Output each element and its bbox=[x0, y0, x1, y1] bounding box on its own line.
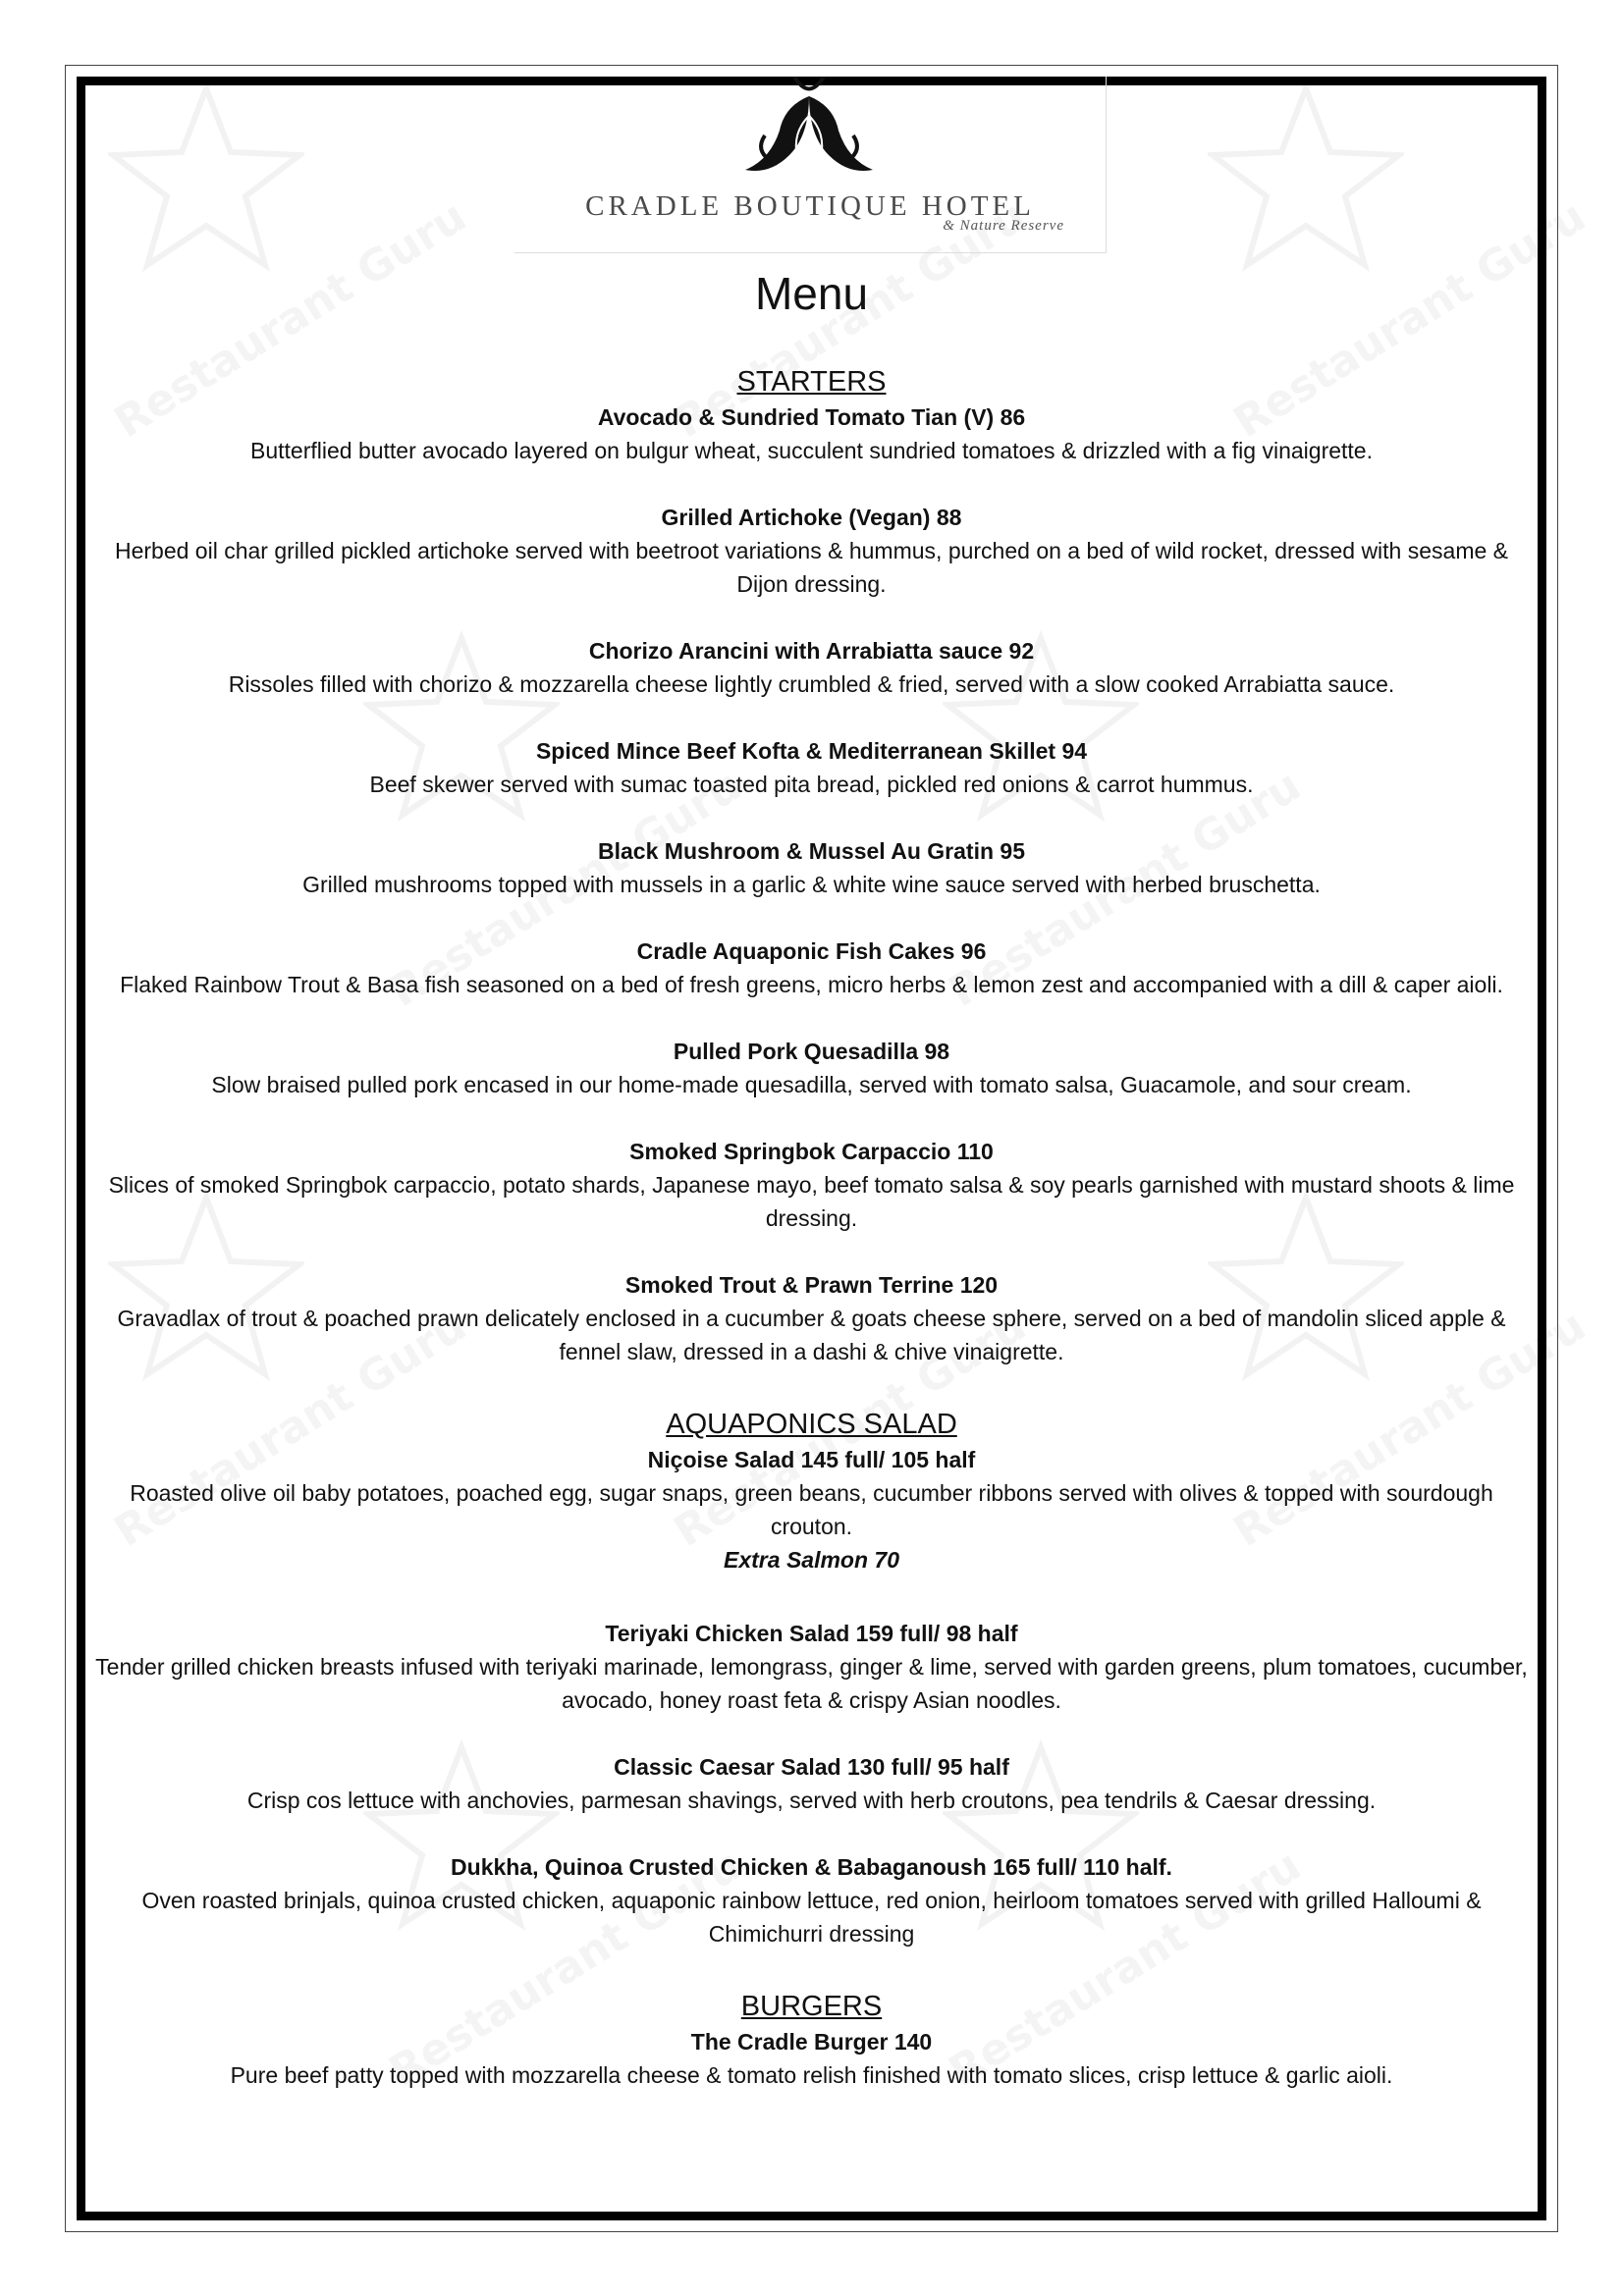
menu-item-name: The Cradle Burger 140 bbox=[690, 2029, 933, 2055]
menu-item bbox=[93, 1443, 1530, 1576]
hotel-logo bbox=[514, 77, 1107, 253]
menu-item bbox=[93, 1850, 1530, 1950]
menu-item-description: Pure beef patty topped with mozzarella cheese & tomato relish finished with tomato slices, crisp lettuce & garlic aioli. bbox=[230, 2062, 1393, 2088]
menu-item-name: Teriyaki Chicken Salad 159 full/ 98 half bbox=[605, 1621, 1018, 1646]
section-heading: BURGERS bbox=[740, 1991, 883, 2022]
menu-item bbox=[93, 501, 1530, 601]
section-heading: STARTERS bbox=[736, 366, 887, 398]
section-aquaponics-salad bbox=[93, 1406, 1530, 1950]
menu-item-description: Roasted olive oil baby potatoes, poached egg, sugar snaps, green beans, cucumber ribbons served with olives & topped with sourdough crouton. bbox=[130, 1480, 1493, 1539]
menu-item-name: Dukkha, Quinoa Crusted Chicken & Babaganoush 165 full/ 110 half. bbox=[451, 1854, 1172, 1880]
menu-item-name: Classic Caesar Salad 130 full/ 95 half bbox=[614, 1754, 1009, 1780]
menu-item-description: Slow braised pulled pork encased in our home-made quesadilla, served with tomato salsa, Guacamole, and sour cream. bbox=[211, 1072, 1412, 1097]
menu-item-name: Smoked Springbok Carpaccio 110 bbox=[629, 1139, 994, 1164]
menu-item-description: Oven roasted brinjals, quinoa crusted chicken, aquaponic rainbow lettuce, red onion, heirloom tomatoes served with grilled Halloumi & Chimichurri dressing bbox=[141, 1888, 1482, 1947]
menu-item bbox=[93, 1617, 1530, 1717]
menu-item-name: Niçoise Salad 145 full/ 105 half bbox=[647, 1447, 976, 1472]
section-starters bbox=[93, 363, 1530, 1368]
menu-item-description: Beef skewer served with sumac toasted pita bread, pickled red onions & carrot hummus. bbox=[369, 772, 1254, 797]
section-burgers bbox=[93, 1988, 1530, 2092]
menu-item-name: Smoked Trout & Prawn Terrine 120 bbox=[624, 1272, 999, 1298]
hotel-name: CRADLE BOUTIQUE HOTEL bbox=[585, 190, 1035, 222]
menu-item-description: Crisp cos lettuce with anchovies, parmesan shavings, served with herb croutons, pea tendrils & Caesar dressing. bbox=[246, 1788, 1377, 1813]
menu-item bbox=[93, 934, 1530, 1001]
menu-item-name: Black Mushroom & Mussel Au Gratin 95 bbox=[598, 838, 1025, 864]
menu-item-description: Herbed oil char grilled pickled artichoke served with beetroot variations & hummus, purched on a bed of wild rocket, dressed with sesame & Dijon dressing. bbox=[114, 538, 1509, 597]
menu-item bbox=[93, 1035, 1530, 1101]
leaf-logo-icon bbox=[726, 77, 893, 185]
menu-item-name: Grilled Artichoke (Vegan) 88 bbox=[661, 505, 962, 530]
menu-item-name: Cradle Aquaponic Fish Cakes 96 bbox=[636, 938, 987, 964]
menu-item-description: Slices of smoked Springbok carpaccio, potato shards, Japanese mayo, beef tomato salsa & soy pearls garnished with mustard shoots & lime dressing. bbox=[108, 1172, 1515, 1231]
menu-item-name: Chorizo Arancini with Arrabiatta sauce 92 bbox=[588, 638, 1035, 664]
menu-item bbox=[93, 400, 1530, 467]
menu-item-extra: Extra Salmon 70 bbox=[724, 1547, 899, 1573]
menu-item-name: Spiced Mince Beef Kofta & Mediterranean Skillet 94 bbox=[535, 738, 1088, 764]
menu-item-description: Rissoles filled with chorizo & mozzarella cheese lightly crumbled & fried, served with a slow cooked Arrabiatta sauce. bbox=[228, 671, 1395, 697]
menu-item-description: Flaked Rainbow Trout & Basa fish seasoned on a bed of fresh greens, micro herbs & lemon zest and accompanied with a dill & caper aioli. bbox=[120, 972, 1503, 997]
menu-item-description: Tender grilled chicken breasts infused with teriyaki marinade, lemongrass, ginger & lime, served with garden greens, plum tomatoes, cucumber, avocado, honey roast feta & crispy Asian noodles. bbox=[95, 1654, 1528, 1713]
menu-item-description: Butterflied butter avocado layered on bulgur wheat, succulent sundried tomatoes & drizzled with a fig vinaigrette. bbox=[250, 438, 1373, 463]
menu-item bbox=[93, 1750, 1530, 1817]
hotel-subtitle: & Nature Reserve bbox=[943, 218, 1064, 234]
section-heading: AQUAPONICS SALAD bbox=[666, 1409, 957, 1440]
menu-item bbox=[93, 1268, 1530, 1368]
menu-item bbox=[93, 1135, 1530, 1235]
menu-item-name: Pulled Pork Quesadilla 98 bbox=[673, 1039, 950, 1064]
menu-item-description: Grilled mushrooms topped with mussels in a garlic & white wine sauce served with herbed bruschetta. bbox=[302, 872, 1321, 897]
page-title: Menu bbox=[754, 268, 869, 319]
menu-item bbox=[93, 2025, 1530, 2092]
menu-item bbox=[93, 834, 1530, 901]
menu-item bbox=[93, 734, 1530, 801]
menu-item-name: Avocado & Sundried Tomato Tian (V) 86 bbox=[597, 404, 1026, 430]
menu-item bbox=[93, 634, 1530, 701]
menu-item-description: Gravadlax of trout & poached prawn delicately enclosed in a cucumber & goats cheese sphere, served on a bed of mandolin sliced apple & fennel slaw, dressed in a dashi & chive vinaigrette. bbox=[117, 1306, 1506, 1364]
menu-content bbox=[93, 263, 1530, 2125]
